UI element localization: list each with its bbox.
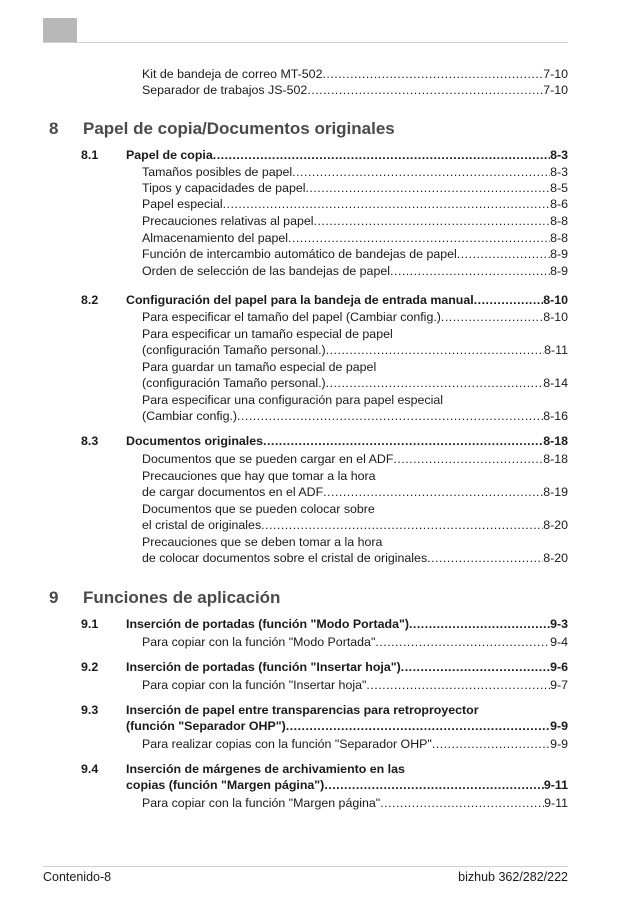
toc-entry-page: 8-9	[550, 264, 568, 278]
toc-entry-page: 8-14	[543, 376, 568, 390]
toc-entry[interactable]	[142, 66, 568, 82]
chapter-number: 9	[49, 588, 59, 607]
footer-product-name: bizhub 362/282/222	[458, 870, 568, 884]
toc-entry-page: 9-9	[550, 737, 568, 751]
toc-leader	[324, 777, 544, 793]
toc-leader	[457, 246, 550, 262]
toc-entry-page: 9-11	[544, 796, 568, 810]
toc-entry[interactable]	[142, 634, 568, 650]
toc-entry[interactable]	[142, 736, 568, 752]
toc-leader	[427, 550, 543, 566]
toc-entry-title: (configuración Tamaño personal.)	[142, 376, 326, 390]
toc-entry-page: 8-5	[550, 181, 568, 195]
toc-entry-page: 8-9	[550, 247, 568, 261]
toc-entry-first-line: Precauciones que se deben tomar a la hora	[142, 535, 383, 549]
toc-entry-title: Kit de bandeja de correo MT-502	[142, 67, 323, 81]
toc-entry[interactable]	[142, 408, 568, 424]
section-entry-8-2[interactable]	[126, 292, 568, 308]
toc-entry[interactable]	[142, 451, 568, 467]
toc-entry-first-line: Para guardar un tamaño especial de papel	[142, 360, 377, 374]
section-entry-8-1[interactable]	[126, 147, 568, 163]
toc-entry[interactable]	[142, 180, 568, 196]
section-title: Configuración del papel para la bandeja de entrada manual	[126, 293, 474, 307]
toc-entry-title: Tamaños posibles de papel	[142, 165, 293, 179]
toc-entry-title: Separador de trabajos JS-502	[142, 83, 308, 97]
toc-leader	[474, 292, 543, 308]
toc-entry-title: (configuración Tamaño personal.)	[142, 343, 326, 357]
toc-leader	[375, 634, 550, 650]
toc-entry-title: Para copiar con la función "Margen página"	[142, 796, 381, 810]
section-entry-9-4[interactable]	[126, 777, 568, 793]
toc-entry[interactable]	[142, 677, 568, 693]
header-divider	[43, 42, 568, 43]
toc-entry[interactable]	[142, 246, 568, 262]
toc-leader	[390, 263, 550, 279]
toc-entry[interactable]	[142, 550, 568, 566]
section-number: 8.1	[81, 148, 99, 162]
footer-page-label: Contenido-8	[43, 870, 112, 884]
toc-entry-page: 8-8	[550, 231, 568, 245]
toc-leader	[286, 718, 550, 734]
toc-entry[interactable]	[142, 342, 568, 358]
toc-entry-title: Función de intercambio automático de bandejas de papel	[142, 247, 457, 261]
toc-entry[interactable]	[142, 213, 568, 229]
toc-entry-page: 7-10	[543, 83, 568, 97]
toc-entry-page: 7-10	[543, 67, 568, 81]
toc-leader	[401, 659, 550, 675]
toc-entry-page: 8-10	[543, 310, 568, 324]
section-number: 8.3	[81, 434, 99, 448]
toc-leader	[288, 230, 550, 246]
chapter-heading-8[interactable]	[49, 118, 569, 140]
section-title: Inserción de portadas (función "Insertar hoja")	[126, 660, 401, 674]
section-number: 8.2	[81, 293, 99, 307]
section-title: Documentos originales	[126, 434, 264, 448]
toc-entry-title: Para copiar con la función "Insertar hoja"	[142, 678, 367, 692]
toc-entry-title: de cargar documentos en el ADF	[142, 485, 324, 499]
toc-leader	[292, 164, 550, 180]
section-page: 9-9	[550, 719, 568, 733]
toc-entry-page: 8-16	[543, 409, 568, 423]
chapter-heading-9[interactable]	[49, 587, 569, 609]
section-page: 8-3	[550, 148, 568, 162]
toc-leader	[322, 66, 543, 82]
section-page: 9-11	[543, 778, 568, 792]
toc-entry-page: 8-8	[550, 214, 568, 228]
toc-entry-title: (Cambiar config.)	[142, 409, 238, 423]
section-title: (función "Separador OHP")	[126, 719, 286, 733]
toc-leader	[223, 196, 550, 212]
toc-entry-title: Documentos que se pueden cargar en el ADF	[142, 452, 394, 466]
toc-entry-title: Almacenamiento del papel	[142, 231, 289, 245]
toc-leader	[432, 736, 550, 752]
section-number: 9.1	[81, 617, 99, 631]
toc-entry-title: Precauciones relativas al papel	[142, 214, 314, 228]
toc-leader	[393, 451, 543, 467]
chapter-number: 8	[49, 119, 59, 138]
toc-entry-title: Para copiar con la función "Modo Portada"	[142, 635, 376, 649]
toc-entry-title: Para especificar el tamaño del papel (Cambiar config.)	[142, 310, 441, 324]
toc-entry-page: 8-6	[550, 197, 568, 211]
toc-entry-first-line: Para especificar un tamaño especial de papel	[142, 327, 393, 341]
toc-entry-title: Tipos y capacidades de papel	[142, 181, 306, 195]
toc-leader	[307, 82, 543, 98]
toc-entry-first-line: Precauciones que hay que tomar a la hora	[142, 469, 376, 483]
section-page: 9-3	[550, 617, 568, 631]
toc-leader	[237, 408, 543, 424]
toc-leader	[326, 342, 544, 358]
toc-entry[interactable]	[142, 164, 568, 180]
toc-entry[interactable]	[142, 309, 568, 325]
section-title: copias (función "Margen página")	[126, 778, 325, 792]
toc-leader	[326, 375, 544, 391]
section-entry-9-3[interactable]	[126, 718, 568, 734]
toc-entry-title: Papel especial	[142, 197, 223, 211]
toc-leader	[323, 484, 543, 500]
toc-entry-title: Para realizar copias con la función "Separador OHP"	[142, 737, 432, 751]
toc-entry-page: 8-19	[543, 485, 568, 499]
section-number: 9.4	[81, 762, 99, 776]
toc-entry[interactable]	[142, 230, 568, 246]
toc-leader	[261, 517, 543, 533]
toc-leader	[380, 795, 544, 811]
section-number: 9.2	[81, 660, 99, 674]
toc-entry-title: Orden de selección de las bandejas de papel	[142, 264, 390, 278]
toc-entry-first-line: Para especificar una configuración para papel especial	[142, 393, 444, 407]
toc-entry[interactable]	[142, 196, 568, 212]
toc-leader	[366, 677, 550, 693]
chapter-title: Papel de copia/Documentos originales	[83, 119, 395, 138]
toc-entry-page: 8-20	[543, 518, 568, 532]
section-number: 9.3	[81, 703, 99, 717]
toc-entry[interactable]	[142, 375, 568, 391]
chapter-tab-marker	[43, 18, 77, 42]
section-page: 8-18	[543, 434, 568, 448]
toc-entry[interactable]	[142, 263, 568, 279]
section-entry-9-2[interactable]	[126, 659, 568, 675]
toc-entry-page: 8-18	[543, 452, 568, 466]
section-page: 9-6	[550, 660, 568, 674]
toc-leader	[213, 147, 550, 163]
chapter-title: Funciones de aplicación	[83, 588, 281, 607]
toc-leader	[263, 433, 543, 449]
section-entry-8-3[interactable]	[126, 433, 568, 449]
toc-leader	[305, 180, 550, 196]
toc-entry-page: 8-3	[550, 165, 568, 179]
toc-entry-first-line: Documentos que se pueden colocar sobre	[142, 502, 375, 516]
toc-entry-title: de colocar documentos sobre el cristal de originales	[142, 551, 428, 565]
toc-entry-page: 9-7	[550, 678, 568, 692]
toc-entry-page: 9-4	[550, 635, 568, 649]
section-page: 8-10	[543, 293, 568, 307]
toc-entry-page: 8-11	[544, 343, 568, 357]
toc-entry[interactable]	[142, 82, 568, 98]
toc-entry[interactable]	[142, 484, 568, 500]
toc-leader	[314, 213, 551, 229]
section-title: Papel de copia	[126, 148, 213, 162]
section-title-first-line: Inserción de márgenes de archivamiento en las	[126, 762, 405, 776]
toc-entry[interactable]	[142, 795, 568, 811]
section-entry-9-1[interactable]	[126, 616, 568, 632]
footer-divider	[43, 866, 568, 867]
toc-entry-title: el cristal de originales	[142, 518, 262, 532]
toc-entry-page: 8-20	[543, 551, 568, 565]
toc-leader	[441, 309, 543, 325]
toc-leader	[409, 616, 550, 632]
section-title-first-line: Inserción de papel entre transparencias para retroproyector	[126, 703, 479, 717]
toc-entry[interactable]	[142, 517, 568, 533]
section-title: Inserción de portadas (función "Modo Portada")	[126, 617, 409, 631]
